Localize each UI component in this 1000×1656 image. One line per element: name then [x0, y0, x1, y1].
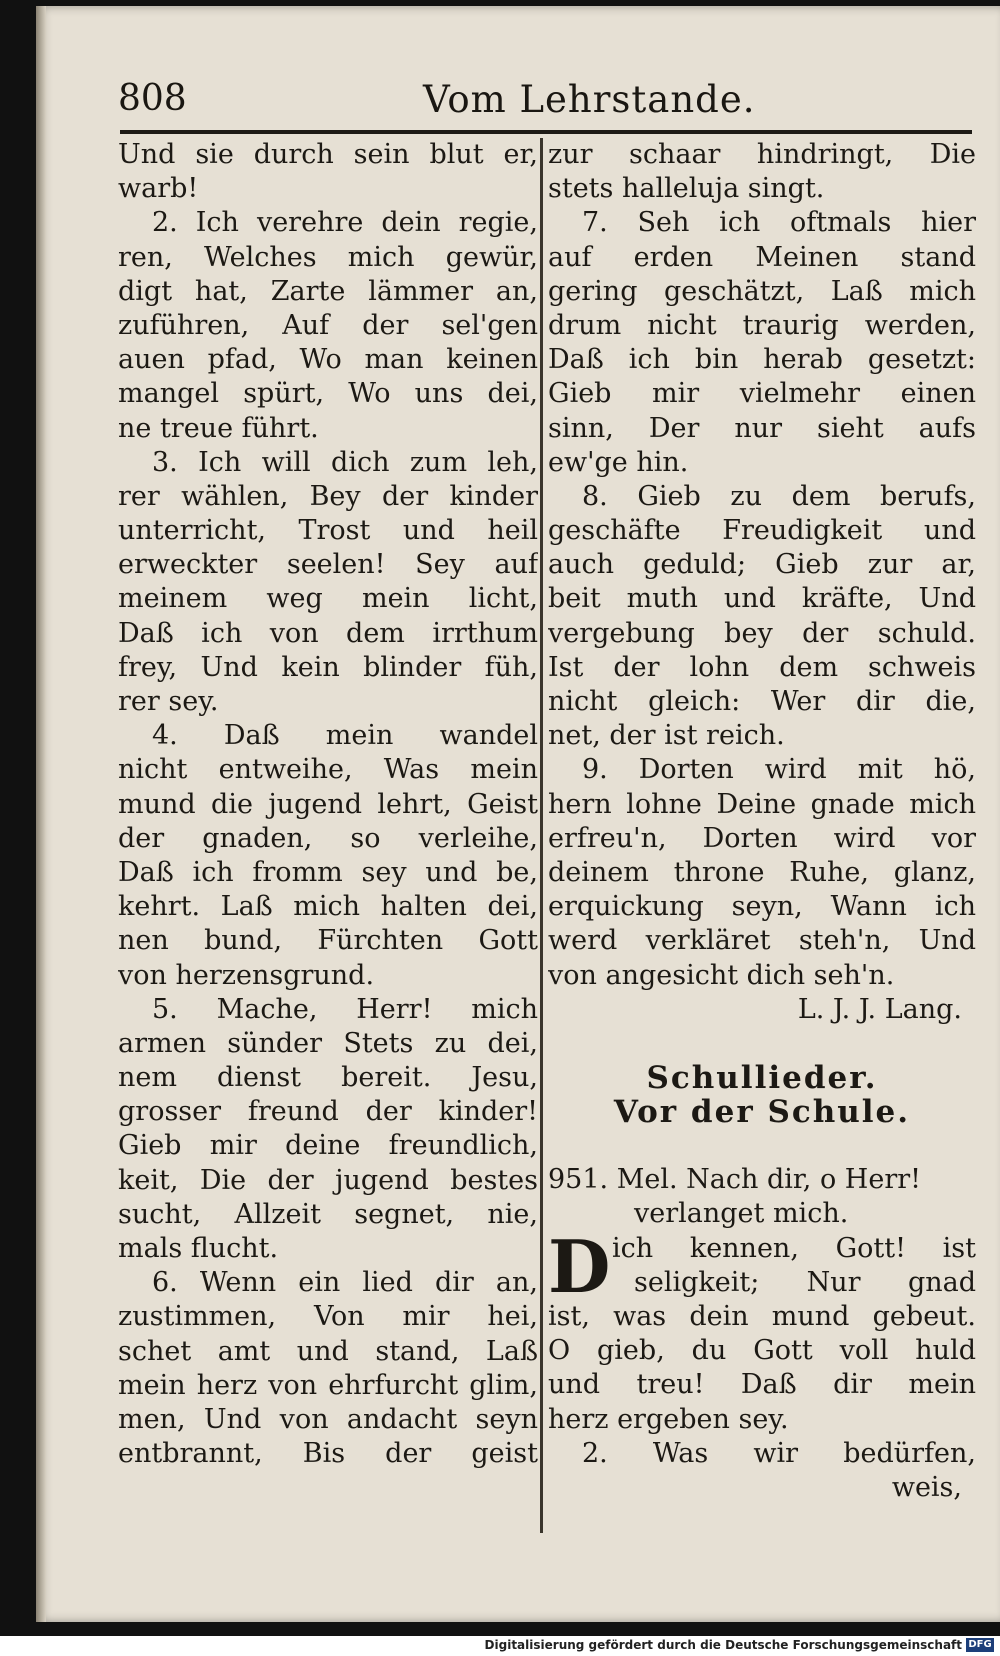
text-line: 4. Daß mein wandel	[152, 720, 538, 752]
text-line: beit muth und kräfte, Und	[548, 583, 976, 615]
text-line: Daß ich fromm sey und be,	[118, 856, 538, 888]
text-line: 7. Seh ich oftmals hier	[582, 207, 976, 239]
text-line: Daß ich bin herab gesetzt:	[548, 344, 976, 376]
page-header	[118, 72, 968, 130]
text-line: deinem throne Ruhe, glanz,	[548, 856, 976, 888]
text-line: ich kennen, Gott! ist	[612, 1232, 976, 1264]
text-line: drum nicht traurig werden,	[548, 309, 976, 341]
text-line: rer sey.	[118, 686, 219, 717]
text-line: kehrt. Laß mich halten dei,	[118, 891, 538, 923]
text-line: 3. Ich will dich zum leh,	[152, 446, 538, 478]
hymn-first-stanza	[548, 1223, 976, 1309]
text-line: meinem weg mein licht,	[118, 583, 538, 615]
text-line: Gieb mir vielmehr einen	[548, 378, 976, 410]
text-line: Daß ich von dem irrthum	[118, 617, 538, 649]
text-line: auf erden Meinen stand	[548, 241, 976, 273]
text-line: ne treue führt.	[118, 412, 319, 444]
text-line: auch geduld; Gieb zur ar,	[548, 549, 976, 581]
text-line: nicht gleich: Wer dir die,	[548, 686, 976, 717]
text-line: Ist der lohn dem schweis	[548, 651, 976, 683]
page-number: 808	[118, 78, 187, 119]
text-line: werd verkläret steh'n, Und	[548, 925, 976, 957]
section-spacer	[548, 1027, 976, 1061]
text-line: mals flucht.	[118, 1233, 279, 1264]
text-line: armen sünder Stets zu dei,	[118, 1027, 538, 1059]
text-line: mund die jugend lehrt, Geist	[118, 788, 538, 820]
footer-credit: Digitalisierung gefördert durch die Deutsche Forschungsgemeinschaft	[484, 1638, 962, 1652]
hymn-number-line: 951. Mel. Nach dir, o Herr!	[548, 1164, 921, 1196]
text-line: erweckter seelen! Sey auf	[118, 549, 538, 581]
text-line: nicht entweihe, Was mein	[118, 754, 538, 786]
text-line: nen bund, Fürchten Gott	[118, 925, 538, 957]
text-line: zustimmen, Von mir hei,	[118, 1301, 538, 1333]
text-line: erquickung seyn, Wann ich	[548, 891, 976, 923]
text-line: 9. Dorten wird mit hö,	[582, 754, 976, 786]
text-line: sucht, Allzeit segnet, nie,	[118, 1198, 538, 1230]
text-line: 8. Gieb zu dem berufs,	[582, 480, 976, 512]
text-line: erfreu'n, Dorten wird vor	[548, 822, 976, 854]
text-line: 2. Was wir bedürfen,	[582, 1437, 976, 1469]
text-line: ist, was dein mund gebeut.	[548, 1301, 976, 1332]
drop-cap: D	[548, 1223, 611, 1309]
header-rule	[120, 130, 972, 134]
text-line: Und sie durch sein blut er,	[118, 139, 538, 170]
catchword: weis,	[891, 1471, 962, 1503]
text-line: ew'ge hin.	[548, 446, 689, 478]
section-spacer	[548, 1129, 976, 1163]
section-title: Schullieder.	[646, 1060, 878, 1096]
text-line: vergebung bey der schuld.	[548, 617, 976, 649]
column-divider	[540, 138, 543, 1533]
text-line: ren, Welches mich gewür,	[118, 241, 538, 273]
text-line: nem dienst bereit. Jesu,	[118, 1062, 538, 1094]
running-title: Vom Lehrstande.	[423, 78, 756, 121]
text-line: keit, Die der jugend bestes	[118, 1164, 538, 1196]
left-column	[118, 138, 538, 1471]
text-line: frey, Und kein blinder füh,	[118, 651, 538, 683]
text-line: mein herz von ehrfurcht glim,	[118, 1369, 538, 1401]
text-line: herz ergeben sey.	[548, 1403, 789, 1435]
text-line: 2. Ich verehre dein regie,	[152, 207, 538, 239]
text-line: unterricht, Trost und heil	[118, 515, 538, 547]
text-line: und treu! Daß dir mein	[548, 1369, 976, 1401]
text-line: schet amt und stand, Laß	[118, 1335, 538, 1367]
text-line: geschäfte Freudigkeit und	[548, 515, 976, 547]
text-line: net, der ist reich.	[548, 720, 785, 752]
text-line: auen pfad, Wo man keinen	[118, 344, 538, 376]
text-line: warb!	[118, 173, 199, 205]
text-line: 6. Wenn ein lied dir an,	[152, 1267, 538, 1299]
hymn-melody-line: verlanget mich.	[634, 1198, 849, 1230]
text-line: stets halleluja singt.	[548, 173, 825, 205]
text-line: 5. Mache, Herr! mich	[152, 993, 538, 1025]
text-line: der gnaden, so verleihe,	[118, 822, 538, 854]
text-line: men, Und von andacht seyn	[118, 1403, 538, 1435]
text-line: digt hat, Zarte lämmer an,	[118, 275, 538, 307]
text-line: von herzensgrund.	[118, 959, 375, 991]
hymn-author: L. J. J. Lang.	[797, 993, 962, 1025]
text-line: sinn, Der nur sieht aufs	[548, 412, 976, 444]
text-line: seligkeit; Nur gnad	[634, 1266, 976, 1298]
text-line: gering geschätzt, Laß mich	[548, 275, 976, 307]
text-line: zuführen, Auf der sel'gen	[118, 309, 538, 341]
text-line: Gieb mir deine freundlich,	[118, 1130, 538, 1162]
dfg-logo-icon: DFG	[966, 1638, 994, 1652]
text-line: von angesicht dich seh'n.	[548, 959, 895, 991]
text-line: mangel spürt, Wo uns dei,	[118, 378, 538, 410]
text-line: grosser freund der kinder!	[118, 1096, 538, 1128]
page-spine-shadow	[36, 6, 46, 1622]
section-subtitle: Vor der Schule.	[613, 1095, 911, 1130]
text-line: hern lohne Deine gnade mich	[548, 788, 976, 820]
text-line: entbrannt, Bis der geist	[118, 1438, 538, 1470]
text-line: rer wählen, Bey der kinder	[118, 480, 538, 512]
right-column	[548, 138, 976, 1505]
text-line: O gieb, du Gott voll huld	[548, 1335, 976, 1367]
text-line: zur schaar hindringt, Die	[548, 139, 976, 170]
